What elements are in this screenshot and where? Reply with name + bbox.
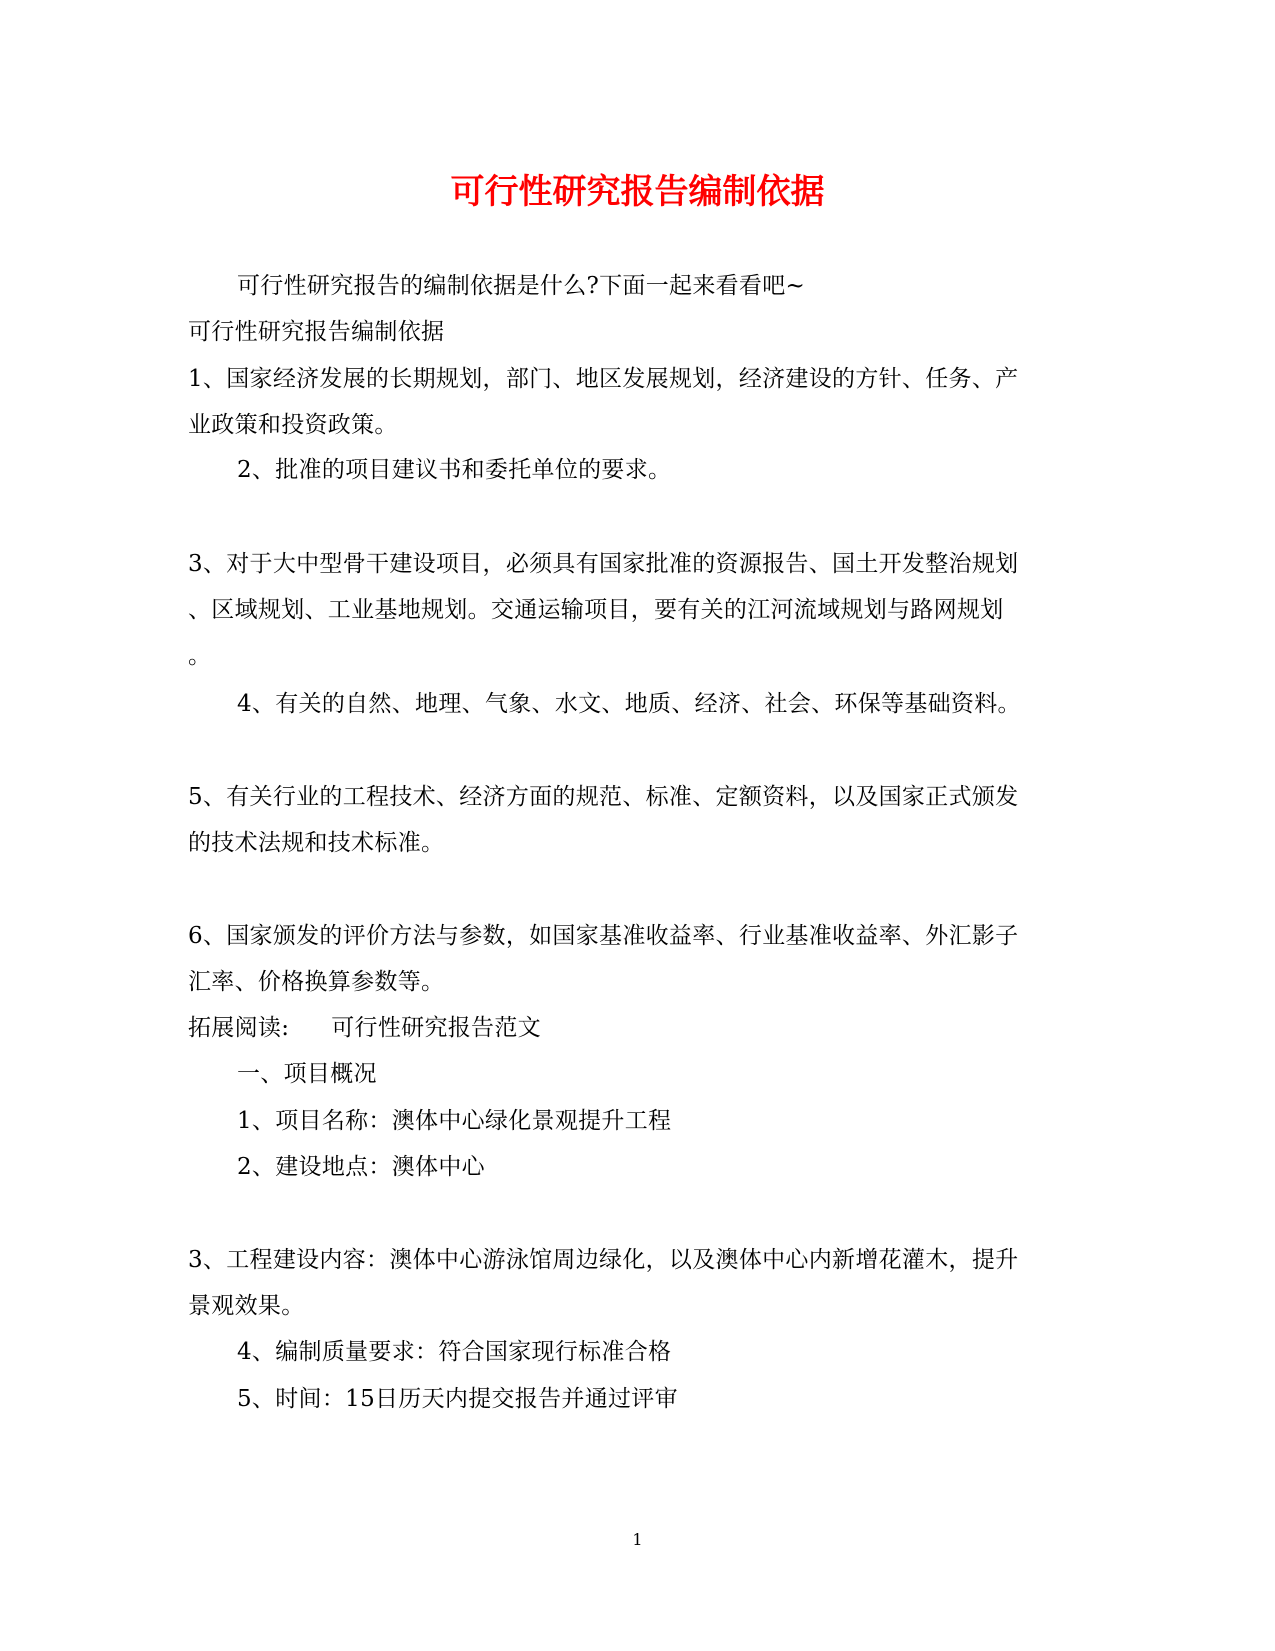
page-number: 1 — [632, 1530, 643, 1549]
extended-reading-label: 拓展阅读: — [188, 1015, 290, 1041]
project-item-4: 4、编制质量要求：符合国家现行标准合格 — [237, 1339, 672, 1365]
paragraph-4: 4、有关的自然、地理、气象、水文、地质、经济、社会、环保等基础资料。 — [237, 691, 1021, 717]
paragraph-1-line-1: 1、国家经济发展的长期规划，部门、地区发展规划，经济建设的方针、任务、产 — [188, 366, 1019, 392]
paragraph-6-line-2: 汇率、价格换算参数等。 — [188, 969, 445, 995]
project-item-3-line-1: 3、工程建设内容：澳体中心游泳馆周边绿化，以及澳体中心内新增花灌木，提升 — [188, 1247, 1019, 1273]
paragraph-3-line-3: 。 — [188, 643, 212, 669]
paragraph-1-line-2: 业政策和投资政策。 — [188, 412, 398, 438]
extended-reading — [188, 1013, 541, 1043]
paragraph-5-line-2: 的技术法规和技术标准。 — [188, 830, 445, 856]
paragraph-6-line-1: 6、国家颁发的评价方法与参数，如国家基准收益率、行业基准收益率、外汇影子 — [188, 923, 1019, 949]
paragraph-2: 2、批准的项目建议书和委托单位的要求。 — [237, 457, 672, 483]
project-item-1: 1、项目名称：澳体中心绿化景观提升工程 — [237, 1108, 672, 1134]
extended-reading-title: 可行性研究报告范文 — [331, 1015, 541, 1041]
document-title: 可行性研究报告编制依据 — [450, 172, 825, 212]
paragraph-3-line-2: 、区域规划、工业基地规划。交通运输项目，要有关的江河流域规划与路网规划 — [188, 597, 1004, 623]
intro-paragraph: 可行性研究报告的编制依据是什么?下面一起来看看吧~ — [237, 273, 806, 299]
paragraph-3-line-1: 3、对于大中型骨干建设项目，必须具有国家批准的资源报告、国土开发整治规划 — [188, 551, 1019, 577]
project-item-5: 5、时间：15日历天内提交报告并通过评审 — [237, 1386, 678, 1412]
project-item-3-line-2: 景观效果。 — [188, 1293, 305, 1319]
section-heading: 可行性研究报告编制依据 — [188, 319, 445, 345]
paragraph-5-line-1: 5、有关行业的工程技术、经济方面的规范、标准、定额资料，以及国家正式颁发 — [188, 784, 1019, 810]
project-item-2: 2、建设地点：澳体中心 — [237, 1154, 485, 1180]
project-overview-heading: 一、项目概况 — [237, 1061, 377, 1087]
